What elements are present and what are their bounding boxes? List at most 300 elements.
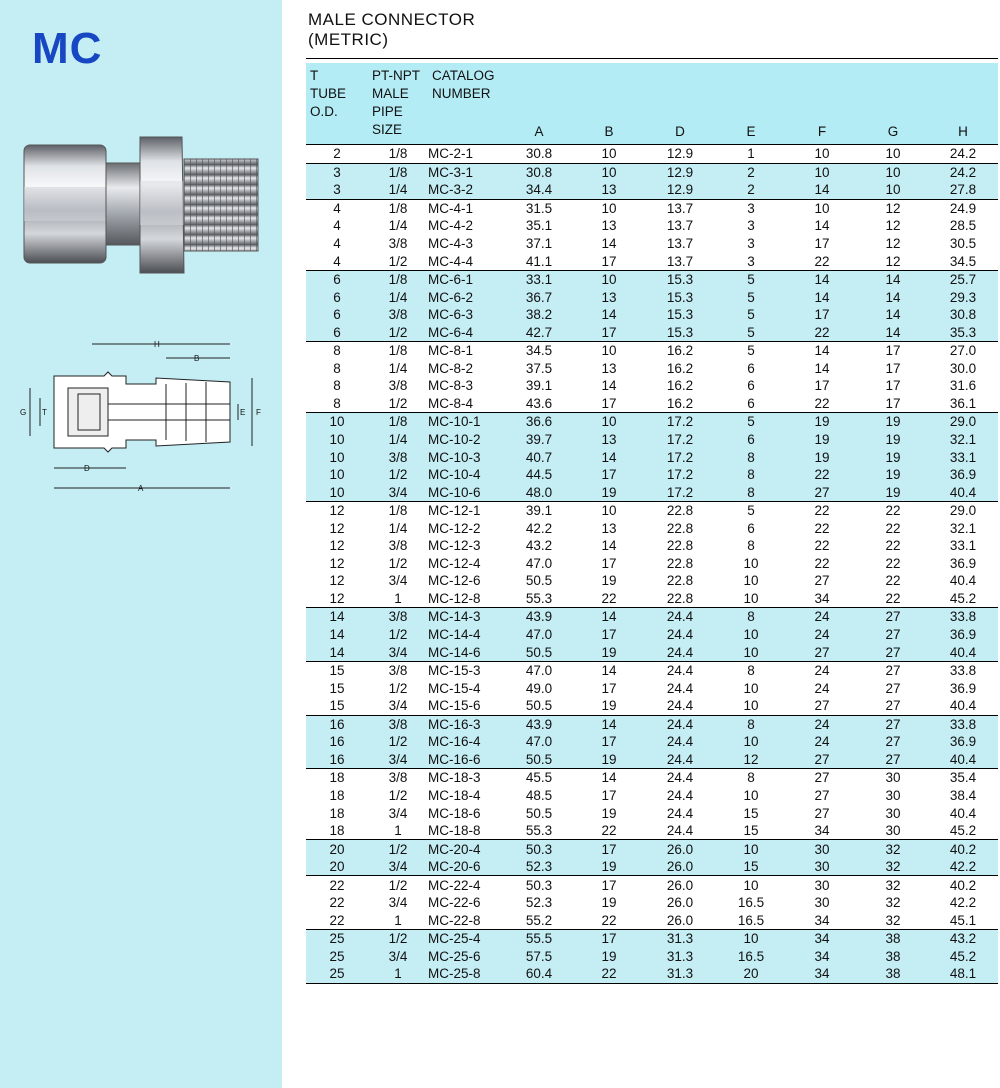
table-cell: 37.1 <box>525 236 553 251</box>
table-cell: 43.2 <box>525 538 553 554</box>
table-cell: 3/4 <box>368 483 428 501</box>
table-cell: 1/8 <box>368 413 428 431</box>
table-cell: MC-22-6 <box>428 895 481 911</box>
table-cell: 6 <box>747 360 755 376</box>
table-cell: 10 <box>306 413 368 431</box>
table-cell: 19 <box>786 413 858 431</box>
table-cell: 35.4 <box>928 769 998 787</box>
table-cell: 17 <box>574 323 644 341</box>
table-cell: MC-12-1 <box>428 501 504 519</box>
table-cell: 42.2 <box>525 520 553 536</box>
table-cell: 33.1 <box>949 538 977 554</box>
table-row <box>306 448 998 466</box>
table-row <box>306 323 998 341</box>
table-cell: 17 <box>601 555 617 571</box>
table-cell: 2 <box>716 181 786 199</box>
table-cell: 8 <box>333 378 341 394</box>
table-cell: 12 <box>329 538 345 554</box>
table-cell: 35.1 <box>525 218 553 234</box>
table-cell: 17.2 <box>644 431 716 449</box>
table-row <box>306 431 998 449</box>
table-cell: 17 <box>574 466 644 484</box>
header-dim-a: A <box>504 63 574 145</box>
table-cell: 8 <box>716 608 786 626</box>
table-cell: MC-12-3 <box>428 538 481 554</box>
table-row <box>306 537 998 555</box>
table-cell: 42.7 <box>504 323 574 341</box>
header-dim-g: G <box>858 63 928 145</box>
table-cell: 27 <box>858 643 928 661</box>
table-cell: 12 <box>329 573 345 589</box>
table-cell: 1/2 <box>388 555 408 571</box>
table-cell: 4 <box>333 218 341 234</box>
header-dim-f: F <box>786 63 858 145</box>
table-cell: 32 <box>858 840 928 858</box>
table-cell: 22.8 <box>666 573 694 589</box>
header-dim-h: H <box>928 63 998 145</box>
table-cell: 17 <box>885 378 901 394</box>
table-cell: 14 <box>786 270 858 288</box>
table-cell: 19 <box>858 431 928 449</box>
table-cell: 19 <box>574 643 644 661</box>
table-cell: 17 <box>574 840 644 858</box>
table-row <box>306 395 998 413</box>
dimension-drawing <box>16 338 268 498</box>
table-cell: 8 <box>716 769 786 787</box>
table-row <box>306 912 998 930</box>
table-cell: 29.3 <box>928 288 998 306</box>
table-cell: 10 <box>306 483 368 501</box>
table-row <box>306 306 998 324</box>
table-row <box>306 733 998 751</box>
table-cell: 3/4 <box>368 858 428 876</box>
table-cell: 22.8 <box>666 538 694 554</box>
table-row <box>306 608 998 626</box>
table-cell: 3 <box>747 253 755 269</box>
table-cell: 27 <box>814 805 830 821</box>
table-cell: 22 <box>306 876 368 894</box>
table-cell: 10 <box>743 698 759 714</box>
table-cell: 22 <box>786 466 858 484</box>
table-cell: 15 <box>743 823 759 839</box>
table-cell: 5 <box>716 501 786 519</box>
table-cell: 14 <box>306 608 368 626</box>
table-cell: 24 <box>814 680 830 696</box>
drawing-label-h: H <box>154 340 160 349</box>
table-row <box>306 965 998 983</box>
page-title <box>308 10 475 50</box>
table-cell: 17 <box>574 876 644 894</box>
table-cell: 34 <box>814 912 830 928</box>
table-cell: 33.1 <box>928 448 998 466</box>
table-cell: 22 <box>786 323 858 341</box>
table-cell: 8 <box>747 538 755 554</box>
table-cell: 10 <box>858 181 928 199</box>
table-cell: 10 <box>574 199 644 217</box>
table-cell: 24.4 <box>644 769 716 787</box>
table-cell: 26.0 <box>644 876 716 894</box>
table-cell: 19 <box>601 805 617 821</box>
table-cell: 8 <box>306 342 368 360</box>
table-row <box>306 858 998 876</box>
table-cell: MC-20-6 <box>428 858 504 876</box>
table-cell: 10 <box>743 573 759 589</box>
table-cell: MC-18-3 <box>428 769 504 787</box>
table-cell: 19 <box>601 698 617 714</box>
table-cell: 29.0 <box>928 413 998 431</box>
table-cell: 19 <box>574 948 644 966</box>
table-cell: 27.0 <box>928 342 998 360</box>
table-cell: 1/4 <box>388 360 408 376</box>
table-cell: 17.2 <box>644 448 716 466</box>
table-cell: 16.2 <box>666 395 694 411</box>
table-cell: MC-3-2 <box>428 181 504 199</box>
drawing-label-e: E <box>240 408 246 417</box>
table-cell: MC-15-6 <box>428 698 481 714</box>
table-cell: 1/2 <box>368 840 428 858</box>
table-cell: MC-20-4 <box>428 840 504 858</box>
title-divider <box>306 58 998 59</box>
table-cell: 19 <box>574 858 644 876</box>
table-cell: 6 <box>306 288 368 306</box>
table-cell: 10 <box>716 626 786 644</box>
table-cell: 3/8 <box>388 538 408 554</box>
table-cell: 48.0 <box>504 483 574 501</box>
table-row <box>306 145 998 164</box>
table-cell: MC-4-3 <box>428 236 474 251</box>
product-code: MC <box>32 24 103 73</box>
table-cell: 50.5 <box>525 573 553 589</box>
table-cell: 36.9 <box>949 555 977 571</box>
table-cell: 43.9 <box>504 715 574 733</box>
table-cell: 24.4 <box>644 643 716 661</box>
table-cell: 24 <box>786 715 858 733</box>
table-cell: MC-25-6 <box>428 948 504 966</box>
table-cell: 48.1 <box>928 965 998 983</box>
table-cell: MC-22-8 <box>428 912 481 928</box>
table-cell: 16.5 <box>716 948 786 966</box>
table-cell: 12.9 <box>644 163 716 181</box>
table-row <box>306 360 998 378</box>
table-cell: 10 <box>306 448 368 466</box>
table-cell: 3/8 <box>368 769 428 787</box>
drawing-label-g: G <box>20 408 27 417</box>
table-cell: 1 <box>394 590 402 606</box>
sidebar-panel <box>0 0 282 1088</box>
table-cell: MC-18-8 <box>428 823 481 839</box>
table-cell: 43.9 <box>504 608 574 626</box>
table-cell: 33.8 <box>928 608 998 626</box>
table-cell: 22 <box>574 965 644 983</box>
table-cell: 45.1 <box>949 912 977 928</box>
table-cell: 1/2 <box>368 466 428 484</box>
table-cell: 20 <box>306 858 368 876</box>
table-row <box>306 572 998 590</box>
table-cell: 24 <box>786 626 858 644</box>
table-cell: 10 <box>716 840 786 858</box>
table-cell: 24.4 <box>666 805 694 821</box>
table-row <box>306 163 998 181</box>
table-cell: 15 <box>329 680 345 696</box>
table-cell: 14 <box>858 323 928 341</box>
table-cell: 22 <box>814 555 830 571</box>
table-cell: 14 <box>786 181 858 199</box>
table-cell: 14 <box>601 236 617 251</box>
table-cell: 19 <box>858 413 928 431</box>
table-cell: 1/2 <box>388 395 408 411</box>
table-cell: 1/8 <box>368 199 428 217</box>
table-cell: 50.5 <box>525 698 553 714</box>
table-cell: 6 <box>306 306 368 324</box>
table-cell: 36.1 <box>949 395 977 411</box>
table-cell: 31.3 <box>644 930 716 948</box>
table-cell: 19 <box>786 431 858 449</box>
table-cell: 50.5 <box>504 751 574 769</box>
table-cell: 36.9 <box>928 626 998 644</box>
table-cell: MC-15-4 <box>428 680 481 696</box>
table-row <box>306 948 998 966</box>
table-cell: 3/4 <box>388 895 408 911</box>
table-cell: 1/4 <box>368 181 428 199</box>
drawing-label-a: A <box>138 484 144 493</box>
table-cell: 3/4 <box>388 698 408 714</box>
table-cell: 3 <box>716 199 786 217</box>
table-cell: 30 <box>858 769 928 787</box>
table-cell: 30.5 <box>949 236 977 251</box>
table-cell: 24.4 <box>666 698 694 714</box>
table-cell: 6 <box>747 378 755 394</box>
table-cell: 25 <box>306 930 368 948</box>
table-cell: 30 <box>885 823 901 839</box>
table-cell: 14 <box>306 626 368 644</box>
table-cell: 5 <box>716 270 786 288</box>
table-cell: 55.2 <box>525 912 553 928</box>
table-cell: 35.3 <box>928 323 998 341</box>
header-dim-e: E <box>716 63 786 145</box>
table-cell: 6 <box>306 323 368 341</box>
table-cell: 4 <box>306 199 368 217</box>
table-cell: 1/8 <box>368 342 428 360</box>
table-cell: 22 <box>786 501 858 519</box>
table-cell: 17 <box>814 236 830 251</box>
table-cell: 1/2 <box>368 626 428 644</box>
drawing-label-t: T <box>42 408 47 417</box>
table-cell: MC-22-4 <box>428 876 504 894</box>
table-cell: MC-10-4 <box>428 466 504 484</box>
table-row <box>306 751 998 769</box>
table-cell: 10 <box>306 466 368 484</box>
table-cell: 3 <box>747 236 755 251</box>
table-cell: 6 <box>716 431 786 449</box>
table-cell: 22 <box>885 555 901 571</box>
table-cell: MC-8-4 <box>428 395 474 411</box>
table-cell: 1/4 <box>388 520 408 536</box>
table-cell: 1/8 <box>368 501 428 519</box>
table-cell: MC-18-4 <box>428 787 481 803</box>
table-cell: 32 <box>885 912 901 928</box>
table-cell: 10 <box>601 146 617 162</box>
table-cell: 10 <box>743 555 759 571</box>
table-cell: 27 <box>786 769 858 787</box>
table-cell: 10 <box>716 876 786 894</box>
table-cell: 13 <box>601 218 617 234</box>
table-cell: 30 <box>814 895 830 911</box>
table-cell: 12 <box>329 590 345 606</box>
table-cell: MC-10-1 <box>428 413 504 431</box>
table-cell: 14 <box>814 360 830 376</box>
table-cell: MC-10-3 <box>428 448 504 466</box>
table-cell: 13 <box>601 520 617 536</box>
table-cell: MC-6-1 <box>428 270 504 288</box>
table-cell: MC-16-3 <box>428 715 504 733</box>
table-cell: MC-4-1 <box>428 199 504 217</box>
table-cell: 27 <box>858 608 928 626</box>
table-row <box>306 342 998 360</box>
table-cell: 47.0 <box>504 661 574 679</box>
table-row <box>306 661 998 679</box>
table-cell: 10 <box>743 680 759 696</box>
table-cell: 15.3 <box>644 288 716 306</box>
table-cell: 28.5 <box>949 218 977 234</box>
table-cell: 27 <box>885 680 901 696</box>
table-cell: MC-4-2 <box>428 218 474 234</box>
table-cell: 22 <box>814 538 830 554</box>
table-cell: 45.2 <box>949 823 977 839</box>
table-cell: 19 <box>574 483 644 501</box>
table-cell: 3/8 <box>368 661 428 679</box>
header-catalog-number: CATALOG NUMBER <box>428 63 504 145</box>
table-cell: 17 <box>601 787 617 803</box>
table-cell: 13.7 <box>666 236 694 251</box>
table-cell: 30 <box>786 840 858 858</box>
table-cell: 8 <box>716 661 786 679</box>
table-cell: 16.5 <box>737 912 765 928</box>
table-cell: 33.1 <box>504 270 574 288</box>
table-cell: 1/8 <box>368 270 428 288</box>
table-body <box>306 145 998 984</box>
table-cell: 8 <box>716 715 786 733</box>
table-cell: 36.9 <box>928 733 998 751</box>
table-cell: 17 <box>574 733 644 751</box>
table-cell: 24.4 <box>644 626 716 644</box>
table-cell: 15 <box>743 805 759 821</box>
table-cell: 14 <box>601 538 617 554</box>
table-cell: 31.6 <box>949 378 977 394</box>
table-cell: 13 <box>574 431 644 449</box>
table-cell: 3/8 <box>368 715 428 733</box>
table-cell: 34 <box>786 965 858 983</box>
table-cell: 40.2 <box>928 840 998 858</box>
table-cell: 18 <box>329 823 345 839</box>
table-cell: 30.8 <box>928 306 998 324</box>
table-cell: 40.4 <box>949 573 977 589</box>
table-cell: 22.8 <box>666 520 694 536</box>
table-cell: 19 <box>574 751 644 769</box>
table-cell: 12 <box>885 236 901 251</box>
table-cell: 16.2 <box>666 360 694 376</box>
table-cell: 1/4 <box>368 288 428 306</box>
table-cell: 60.4 <box>504 965 574 983</box>
table-cell: 12 <box>885 218 901 234</box>
table-cell: 3/8 <box>368 448 428 466</box>
table-cell: 37.5 <box>525 360 553 376</box>
table-cell: 22 <box>885 573 901 589</box>
table-cell: 13.7 <box>666 218 694 234</box>
table-cell: 6 <box>306 270 368 288</box>
table-cell: 30.8 <box>525 146 553 162</box>
table-cell: 40.4 <box>928 483 998 501</box>
table-cell: 1/2 <box>368 323 428 341</box>
table-cell: 14 <box>858 270 928 288</box>
table-cell: 14 <box>814 218 830 234</box>
table-cell: 20 <box>306 840 368 858</box>
table-cell: MC-8-3 <box>428 378 474 394</box>
table-cell: MC-14-3 <box>428 608 504 626</box>
table-cell: 38.2 <box>504 306 574 324</box>
table-cell: 12 <box>885 253 901 269</box>
table-row <box>306 217 998 235</box>
table-cell: MC-4-4 <box>428 253 474 269</box>
table-row <box>306 876 998 894</box>
table-row <box>306 483 998 501</box>
table-cell: 1/4 <box>388 218 408 234</box>
table-cell: 15 <box>329 698 345 714</box>
table-cell: 18 <box>306 769 368 787</box>
table-cell: MC-6-3 <box>428 306 504 324</box>
table-cell: 10 <box>743 590 759 606</box>
table-cell: 29.0 <box>928 501 998 519</box>
table-cell: 39.1 <box>525 378 553 394</box>
table-row <box>306 697 998 715</box>
table-cell: 24 <box>786 608 858 626</box>
table-cell: 14 <box>574 306 644 324</box>
table-cell: 13 <box>574 181 644 199</box>
table-cell: 10 <box>574 342 644 360</box>
table-cell: 14 <box>858 288 928 306</box>
title-line-2: (METRIC) <box>308 30 389 49</box>
table-cell: 16 <box>306 751 368 769</box>
table-cell: 17 <box>885 395 901 411</box>
table-cell: 20 <box>716 965 786 983</box>
table-cell: 17 <box>601 253 617 269</box>
table-row <box>306 715 998 733</box>
table-cell: 27 <box>786 483 858 501</box>
table-cell: 4 <box>333 236 341 251</box>
table-cell: 22 <box>601 823 617 839</box>
table-cell: 17 <box>574 626 644 644</box>
table-cell: 32 <box>885 895 901 911</box>
table-cell: 16.2 <box>666 378 694 394</box>
table-cell: 30 <box>885 805 901 821</box>
table-cell: 36.7 <box>504 288 574 306</box>
table-cell: 2 <box>333 146 341 162</box>
table-cell: MC-14-6 <box>428 643 504 661</box>
table-cell: 18 <box>329 805 345 821</box>
table-cell: 32.1 <box>949 520 977 536</box>
table-cell: 12 <box>329 555 345 571</box>
table-cell: 14 <box>574 608 644 626</box>
table-cell: 10 <box>786 199 858 217</box>
table-cell: 27 <box>858 751 928 769</box>
table-cell: 19 <box>601 573 617 589</box>
table-cell: 1 <box>394 823 402 839</box>
table-cell: 22.8 <box>644 501 716 519</box>
table-cell: 30 <box>885 787 901 803</box>
table-cell: 31.3 <box>644 948 716 966</box>
table-row <box>306 894 998 912</box>
table-cell: 18 <box>329 787 345 803</box>
drawing-label-d: D <box>84 464 90 473</box>
